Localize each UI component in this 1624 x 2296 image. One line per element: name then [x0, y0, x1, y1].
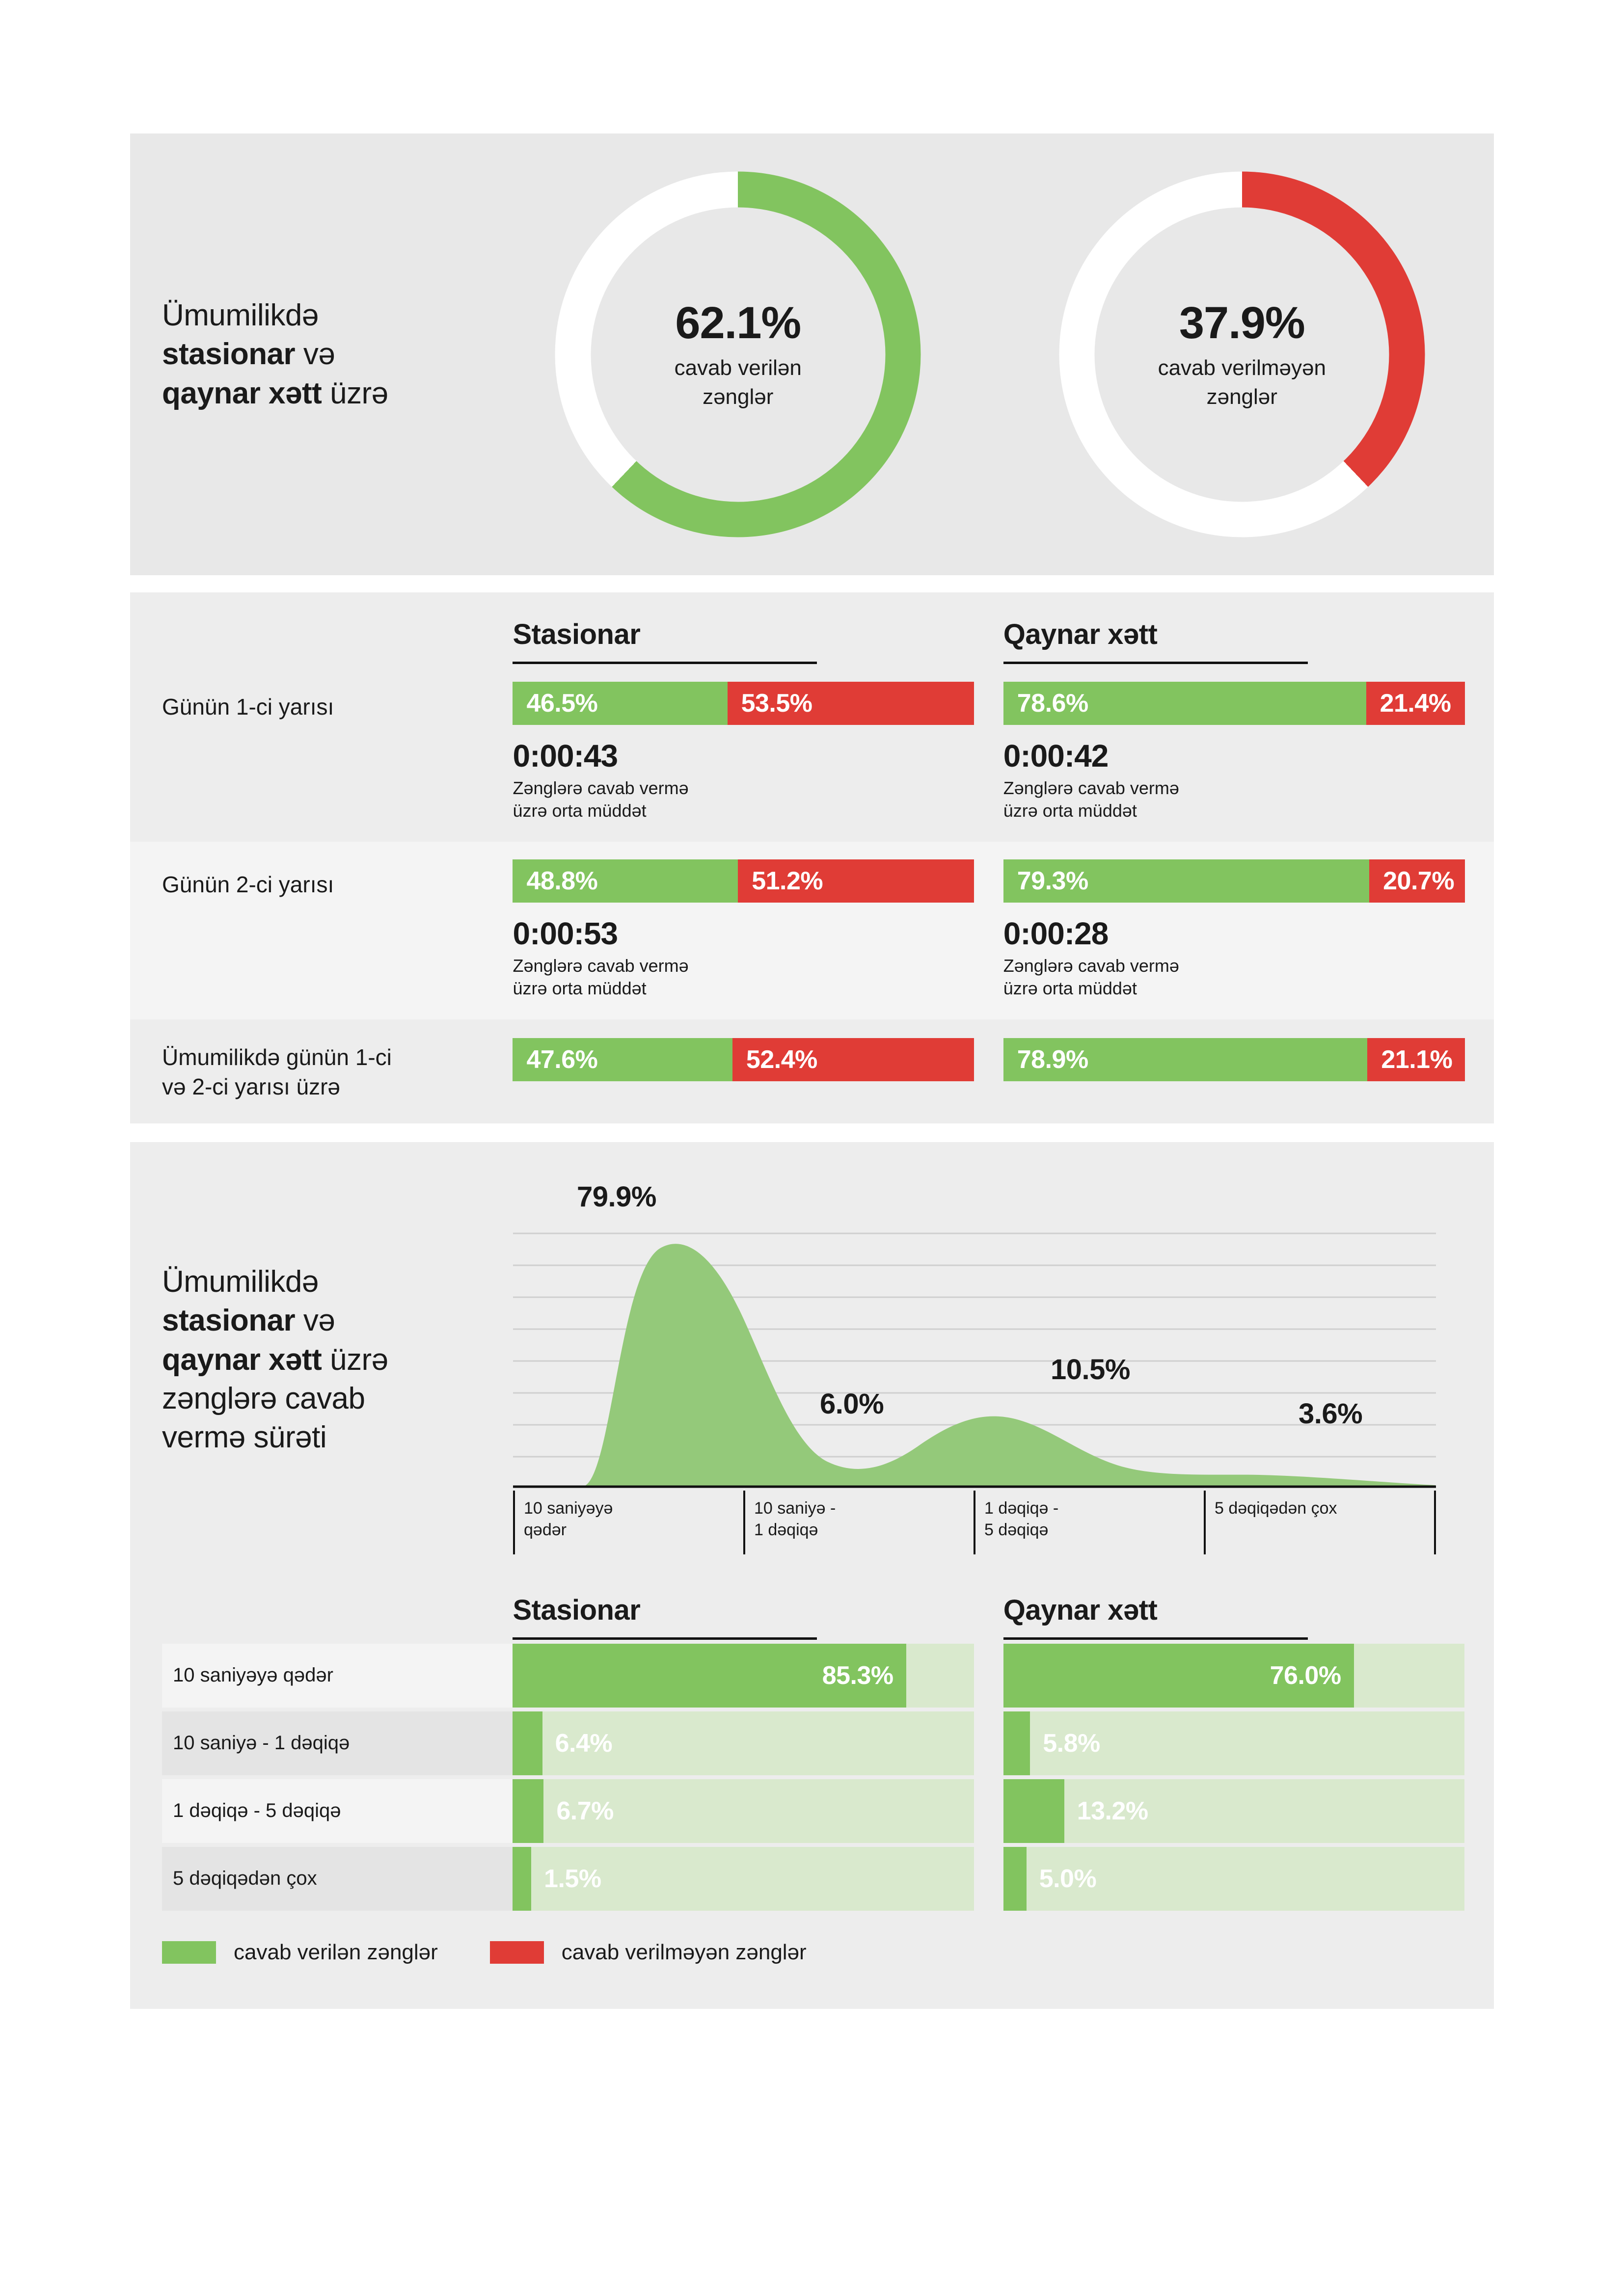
curve-tick-1-line1: 10 saniyə -: [754, 1498, 836, 1518]
breakdown-header-stasionar-rule: [513, 1637, 817, 1640]
halves-row-second-qaynar: [1003, 859, 1494, 1000]
avg-time-caption-1: Zənglərə cavab vermə: [1003, 956, 1179, 976]
bar-track-qaynar: [1003, 1711, 1464, 1775]
bar-fill-stasionar: [513, 1644, 906, 1708]
donut-unanswered-percent: 37.9%: [1179, 298, 1305, 348]
halves-column-headers: [130, 592, 1494, 664]
avg-time-value: 0:00:53: [513, 916, 618, 952]
bar-segment-unanswered: 20.7%: [1369, 859, 1465, 903]
bar-segment-answered: 47.6%: [513, 1038, 732, 1081]
breakdown-row-label: 5 dəqiqədən çox: [162, 1847, 513, 1911]
stacked-bar: [513, 859, 974, 903]
infographic-page: [0, 133, 1624, 2009]
breakdown-header-spacer: [162, 1594, 513, 1640]
speed-curve-svg: [513, 1214, 1436, 1489]
donut-unanswered-center: [1120, 233, 1363, 476]
curve-tick-0: [513, 1491, 743, 1554]
bar-segment-unanswered: 21.1%: [1367, 1038, 1464, 1081]
overall-title-mid: və: [295, 337, 335, 372]
breakdown-header-qaynar-label: Qaynar xətt: [1003, 1594, 1158, 1626]
curve-label-0: 79.9%: [577, 1180, 656, 1213]
bar-fill-qaynar: [1003, 1711, 1030, 1775]
bar-value-qaynar: 5.0%: [1039, 1864, 1097, 1893]
donut-answered-center: [617, 233, 860, 476]
avg-time-caption-2: üzrə orta müddət: [1003, 978, 1137, 999]
curve-tick-2: [974, 1491, 1204, 1554]
bar-fill-stasionar: [513, 1779, 543, 1843]
bar-track-qaynar: [1003, 1779, 1464, 1843]
bar-value-stasionar: 1.5%: [544, 1864, 601, 1893]
speed-title-bold1: stasionar: [162, 1304, 296, 1338]
bar-value-qaynar: 13.2%: [1077, 1796, 1148, 1825]
breakdown-row-label: 10 saniyə - 1 dəqiqə: [162, 1711, 513, 1775]
overall-title-line1: Ümumilikdə: [162, 298, 319, 332]
speed-title-bold2: qaynar xətt: [162, 1342, 322, 1377]
bar-segment-answered: 78.6%: [1003, 682, 1366, 725]
donut-answered-label: [675, 354, 802, 411]
bar-segment-answered: 46.5%: [513, 682, 727, 725]
curve-tick-2-line1: 1 dəqiqə -: [984, 1498, 1059, 1518]
legend: [130, 1911, 1494, 2009]
speed-panel: [130, 1142, 1494, 2009]
table-row: [162, 1711, 1494, 1775]
overall-donut-panel: [130, 133, 1494, 575]
speed-title-mid: və: [295, 1304, 335, 1338]
halves-row-first-stasionar: [513, 682, 1003, 822]
curve-tick-3: [1204, 1491, 1436, 1554]
stacked-bar: [513, 682, 974, 725]
avg-time-caption: [513, 777, 1003, 822]
halves-row-total: [130, 1019, 1494, 1123]
halves-total-stasionar: [513, 1038, 1003, 1081]
speed-chart-block: [130, 1172, 1494, 1554]
avg-time-caption-1: Zənglərə cavab vermə: [513, 956, 689, 976]
donut-answered-percent: 62.1%: [675, 298, 801, 348]
legend-swatch-unanswered: [490, 1941, 544, 1964]
bar-fill-qaynar: [1003, 1779, 1064, 1843]
overall-title-bold2: qaynar xətt: [162, 376, 322, 410]
overall-title-end: üzrə: [322, 376, 388, 410]
halves-panel: [130, 592, 1494, 1123]
curve-label-1: 6.0%: [820, 1388, 884, 1420]
halves-row-total-label: [162, 1038, 513, 1102]
donut-unanswered-label-1: cavab verilməyən: [1158, 356, 1326, 380]
avg-time-value: 0:00:43: [513, 738, 618, 774]
breakdown-row-label: 10 saniyəyə qədər: [162, 1644, 513, 1708]
halves-row-first: [130, 664, 1494, 842]
bar-track-stasionar: [513, 1711, 974, 1775]
curve-tick-labels: [513, 1491, 1436, 1554]
table-row: [162, 1644, 1494, 1708]
table-row: [162, 1779, 1494, 1843]
speed-curve-chart: [513, 1172, 1446, 1554]
curve-tick-2-line2: 5 dəqiqə: [984, 1521, 1049, 1540]
bar-track-qaynar: [1003, 1847, 1464, 1911]
donut-group: [486, 172, 1494, 537]
bar-fill-stasionar: [513, 1847, 531, 1911]
bar-value-stasionar: 6.4%: [555, 1729, 613, 1758]
halves-row-second-stasionar: [513, 859, 1003, 1000]
speed-title-rest3: vermə sürəti: [162, 1420, 327, 1455]
breakdown-header-qaynar: [1003, 1594, 1494, 1640]
curve-area-path: [582, 1244, 1435, 1487]
speed-title-rest1: üzrə: [322, 1342, 388, 1377]
avg-time-value: 0:00:42: [1003, 738, 1109, 774]
bar-fill-qaynar: [1003, 1644, 1354, 1708]
bar-value-stasionar: 6.7%: [556, 1796, 614, 1825]
bar-segment-unanswered: 53.5%: [728, 682, 974, 725]
avg-time-caption-1: Zənglərə cavab vermə: [513, 778, 689, 798]
halves-header-stasionar: [513, 618, 1003, 664]
bar-track-stasionar: [513, 1779, 974, 1843]
bar-value-stasionar: 85.3%: [822, 1661, 893, 1690]
donut-unanswered-label-2: zənglər: [1206, 384, 1277, 409]
avg-time-caption-2: üzrə orta müddət: [513, 978, 647, 999]
halves-total-qaynar: [1003, 1038, 1494, 1081]
speed-breakdown: [130, 1554, 1494, 1911]
breakdown-header-qaynar-rule: [1003, 1637, 1308, 1640]
speed-title-rest2: zənglərə cavab: [162, 1381, 365, 1415]
speed-title: [162, 1172, 513, 1554]
bar-fill-qaynar: [1003, 1847, 1027, 1911]
stacked-bar: [1003, 1038, 1465, 1081]
avg-time-value: 0:00:28: [1003, 916, 1109, 952]
donut-answered: [544, 172, 932, 537]
bar-track-qaynar: [1003, 1644, 1464, 1708]
bar-value-qaynar: 5.8%: [1043, 1729, 1100, 1758]
avg-time-caption: [1003, 955, 1494, 1000]
avg-time-caption: [513, 955, 1003, 1000]
bar-value-qaynar: 76.0%: [1270, 1661, 1341, 1690]
bar-segment-unanswered: 51.2%: [738, 859, 974, 903]
stacked-bar: [1003, 859, 1465, 903]
donut-unanswered-ring: [1059, 172, 1425, 537]
halves-row-first-label: Günün 1-ci yarısı: [162, 694, 334, 720]
bar-segment-answered: 79.3%: [1003, 859, 1369, 903]
overall-title-bold1: stasionar: [162, 337, 296, 372]
bar-segment-answered: 48.8%: [513, 859, 738, 903]
bar-segment-unanswered: 21.4%: [1366, 682, 1465, 725]
curve-tick-1: [743, 1491, 974, 1554]
overall-title: [162, 296, 486, 413]
legend-swatch-answered: [162, 1941, 216, 1964]
bar-track-stasionar: [513, 1847, 974, 1911]
halves-row-second-label: Günün 2-ci yarısı: [162, 872, 334, 898]
halves-header-qaynar-rule: [1003, 662, 1308, 664]
breakdown-row-label: 1 dəqiqə - 5 dəqiqə: [162, 1779, 513, 1843]
legend-label-unanswered: cavab verilməyən zənglər: [561, 1940, 807, 1964]
bar-segment-unanswered: 52.4%: [732, 1038, 974, 1081]
curve-tick-1-line2: 1 dəqiqə: [754, 1521, 818, 1540]
halves-row-first-qaynar: [1003, 682, 1494, 822]
halves-header-stasionar-rule: [513, 662, 817, 664]
stacked-bar: [513, 1038, 974, 1081]
avg-time-caption-1: Zənglərə cavab vermə: [1003, 778, 1179, 798]
avg-time-caption: [1003, 777, 1494, 822]
bar-segment-answered: 78.9%: [1003, 1038, 1368, 1081]
legend-label-answered: cavab verilən zənglər: [234, 1940, 438, 1964]
halves-header-stasionar-label: Stasionar: [513, 618, 641, 650]
avg-time-caption-2: üzrə orta müddət: [1003, 801, 1137, 821]
speed-title-1: Ümumilikdə: [162, 1264, 319, 1299]
bar-track-stasionar: [513, 1644, 974, 1708]
donut-unanswered-label: [1158, 354, 1326, 411]
breakdown-header-stasionar-label: Stasionar: [513, 1594, 641, 1626]
curve-label-3: 3.6%: [1299, 1397, 1363, 1430]
halves-total-label-2: və 2-ci yarısı üzrə: [162, 1074, 340, 1100]
curve-tick-0-line1: 10 saniyəyə: [524, 1498, 613, 1518]
breakdown-header-stasionar: [513, 1594, 1003, 1640]
table-row: [162, 1847, 1494, 1911]
halves-header-qaynar: [1003, 618, 1494, 664]
halves-header-spacer: [162, 618, 513, 664]
avg-time-caption-2: üzrə orta müddət: [513, 801, 647, 821]
bar-fill-stasionar: [513, 1711, 542, 1775]
donut-answered-label-1: cavab verilən: [674, 356, 802, 380]
breakdown-column-headers: [162, 1594, 1494, 1640]
donut-answered-ring: [555, 172, 921, 537]
donut-unanswered: [1048, 172, 1436, 537]
halves-header-qaynar-label: Qaynar xətt: [1003, 618, 1158, 650]
curve-label-2: 10.5%: [1051, 1353, 1130, 1386]
halves-total-label-1: Ümumilikdə günün 1-ci: [162, 1044, 392, 1070]
curve-tick-3-line1: 5 dəqiqədən çox: [1215, 1498, 1337, 1518]
curve-tick-0-line2: qədər: [524, 1521, 567, 1540]
stacked-bar: [1003, 682, 1465, 725]
halves-row-second: [130, 842, 1494, 1019]
donut-answered-label-2: zənglər: [703, 384, 774, 409]
